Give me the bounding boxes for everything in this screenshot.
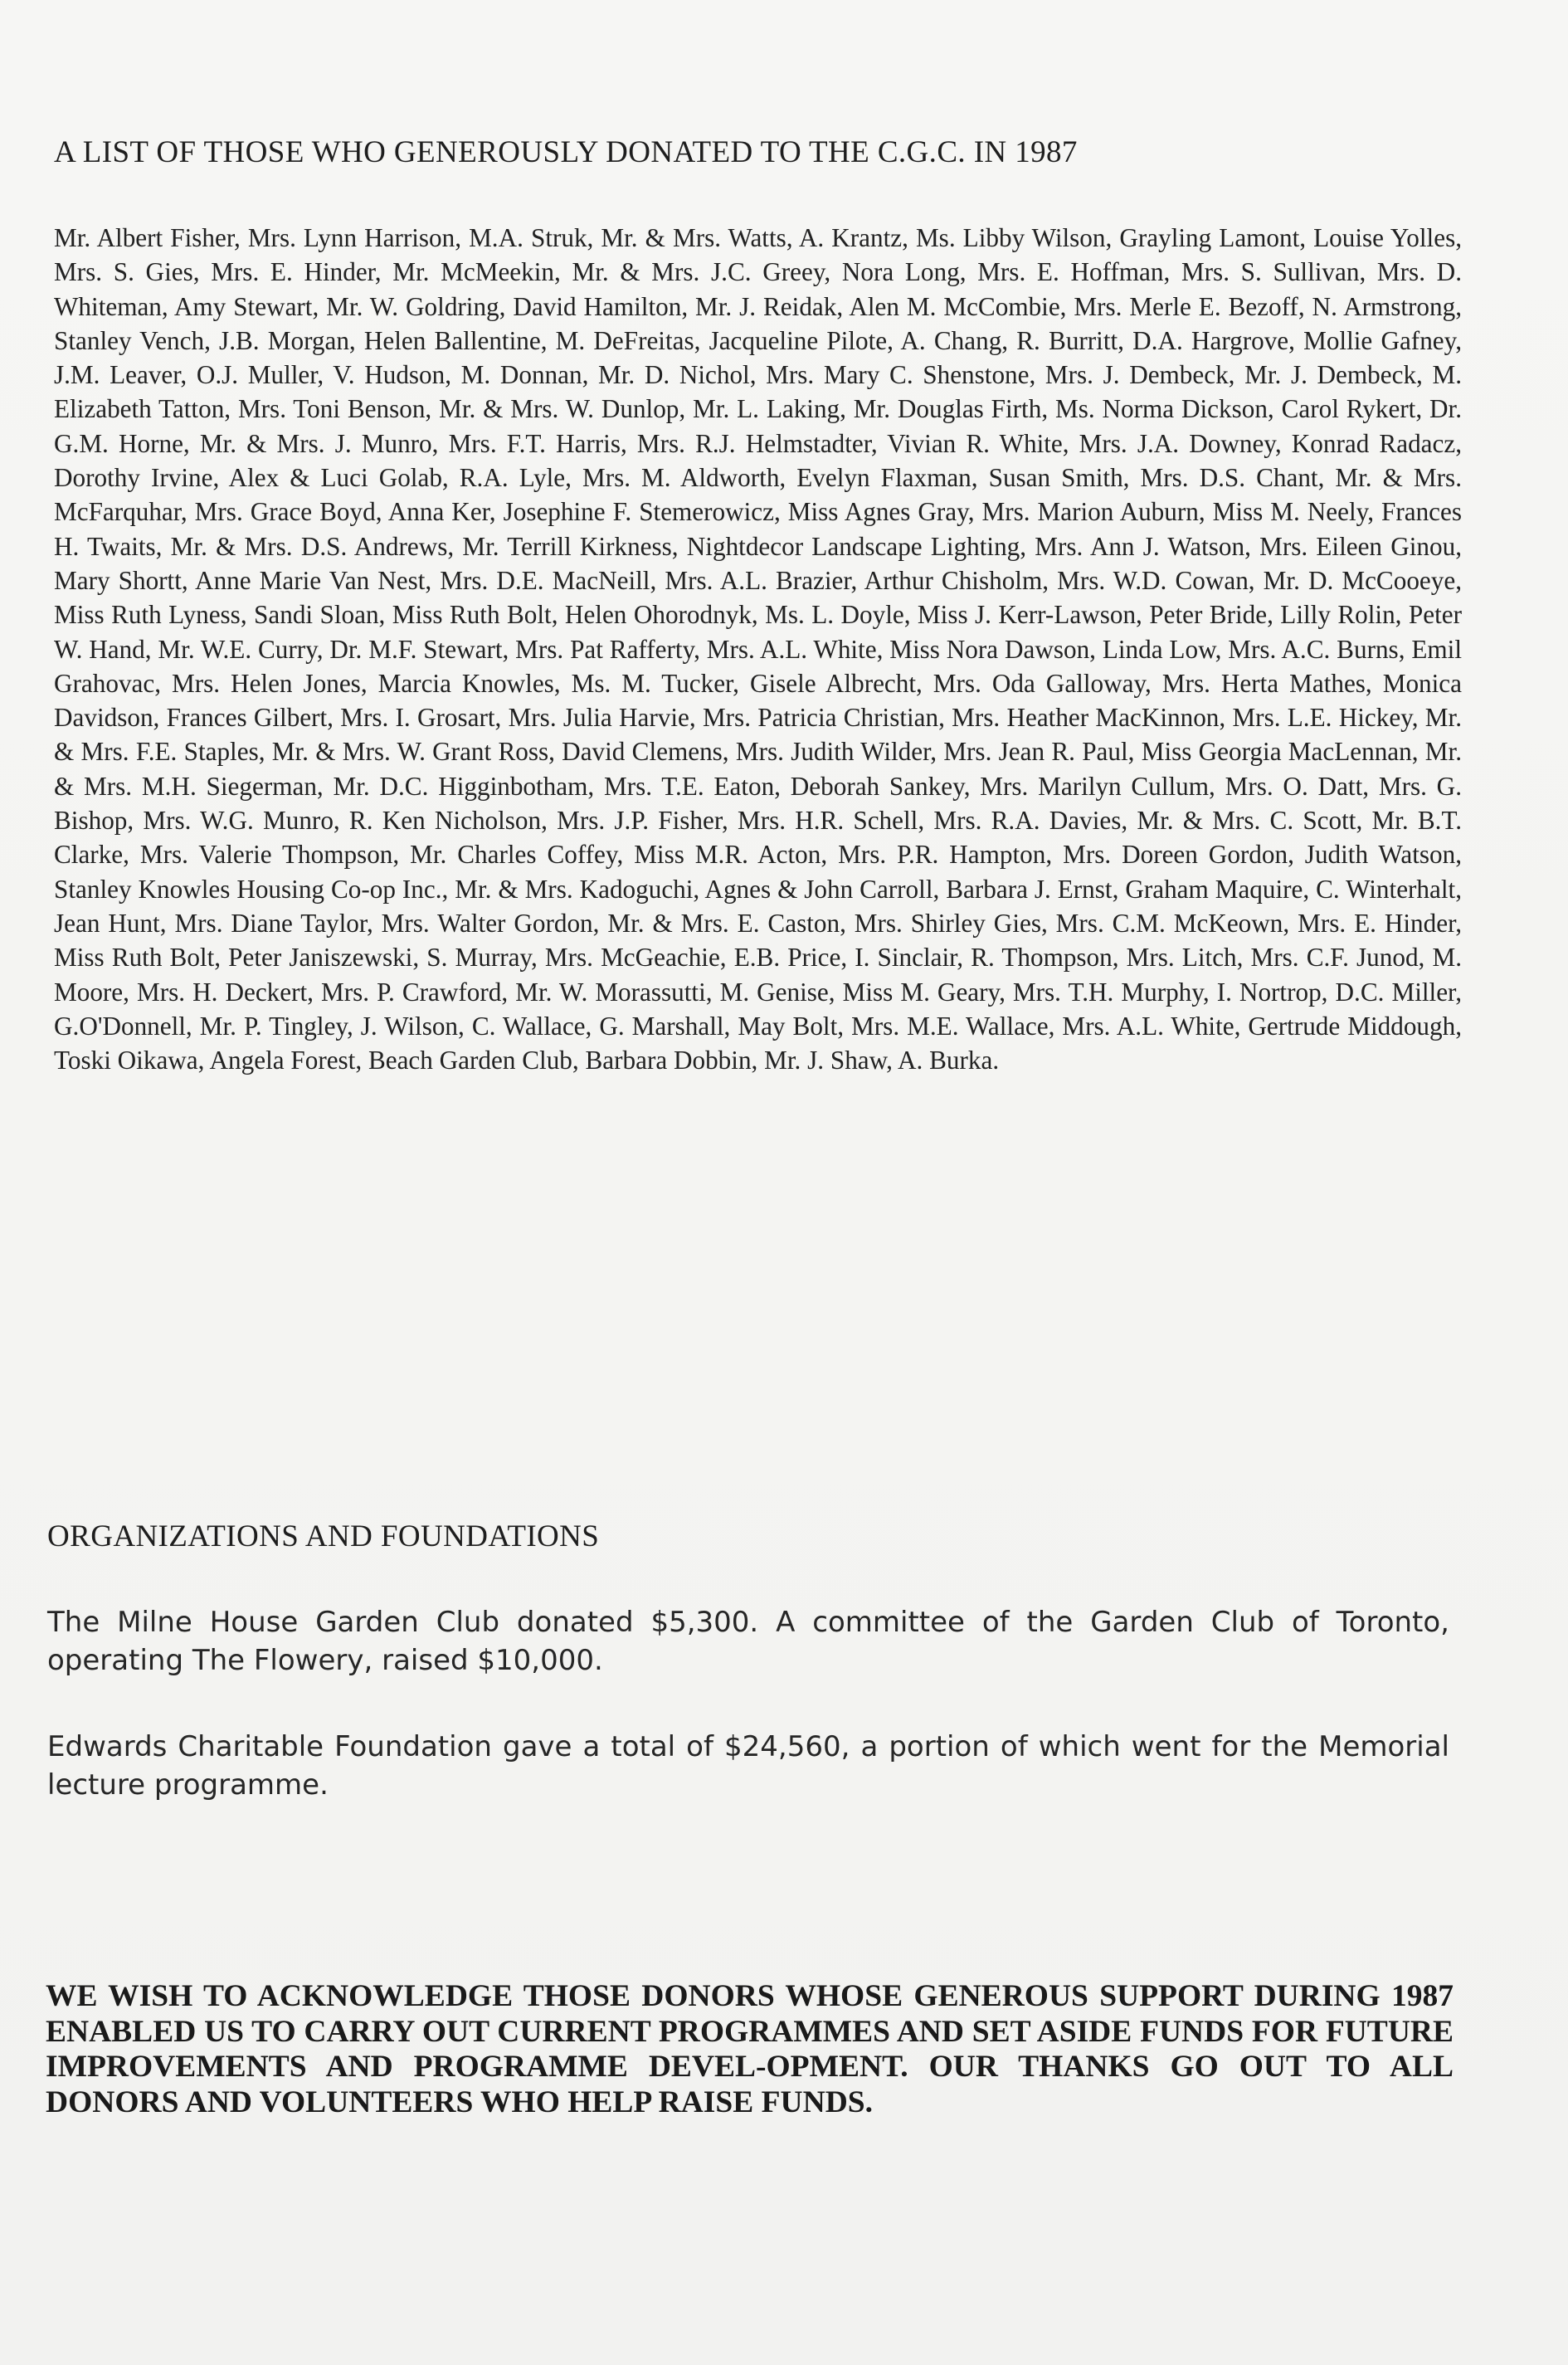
acknowledgement-statement: WE WISH TO ACKNOWLEDGE THOSE DONORS WHOSE GENEROUS SUPPORT DURING 1987 ENABLED US TO CARRY OUT CURRENT PROGRAMMES AND SET ASIDE FUNDS FOR FUTURE IMPROVEMENTS AND PROGRAMME DEVEL-OPMENT. OUR THANKS GO OUT TO ALL DONORS AND VOLUNTEERS WHO HELP RAISE FUNDS. [46, 1979, 1454, 2119]
donor-list-heading: A LIST OF THOSE WHO GENEROUSLY DONATED TO THE C.G.C. IN 1987 [54, 135, 1078, 169]
organizations-heading: ORGANIZATIONS AND FOUNDATIONS [47, 1519, 600, 1553]
organization-paragraph: The Milne House Garden Club donated $5,300. A committee of the Garden Club of Toronto, operating The Flowery, raised $10,000. [47, 1606, 1449, 1677]
organization-paragraph: Edwards Charitable Foundation gave a total of $24,560, a portion of which went for the Memorial lecture programme. [47, 1730, 1449, 1802]
donor-list: Mr. Albert Fisher, Mrs. Lynn Harrison, M.A. Struk, Mr. & Mrs. Watts, A. Krantz, Ms. Libby Wilson, Grayling Lamont, Louise Yolles, Mrs. S. Gies, Mrs. E. Hinder, Mr. McMeekin, Mr. & Mrs. J.C. Greey, Nora Long, Mrs. E. Hoffman, Mrs. S. Sullivan, Mrs. D. Whiteman, Amy Stewart, Mr. W. Goldring, David Hamilton, Mr. J. Reidak, Alen M. McCombie, Mrs. Merle E. Bezoff, N. Armstrong, Stanley Vench, J.B. Morgan, Helen Ballentine, M. DeFreitas, Jacqueline Pilote, A. Chang, R. Burritt, D.A. Hargrove, Mollie Gafney, J.M. Leaver, O.J. Muller, V. Hudson, M. Donnan, Mr. D. Nichol, Mrs. Mary C. Shenstone, Mrs. J. Dembeck, Mr. J. Dembeck, M. Elizabeth Tatton, Mrs. Toni Benson, Mr. & Mrs. W. Dunlop, Mr. L. Laking, Mr. Douglas Firth, Ms. Norma Dickson, Carol Rykert, Dr. G.M. Horne, Mr. & Mrs. J. Munro, Mrs. F.T. Harris, Mrs. R.J. Helmstadter, Vivian R. White, Mrs. J.A. Downey, Konrad Radacz, Dorothy Irvine, Alex & Luci Golab, R.A. Lyle, Mrs. M. Aldworth, Evelyn Flaxman, Susan Smith, Mrs. D.S. Chant, Mr. & Mrs. McFarquhar, Mrs. Grace Boyd, Anna Ker, Josephine F. Stemerowicz, Miss Agnes Gray, Mrs. Marion Auburn, Miss M. Neely, Frances H. Twaits, Mr. & Mrs. D.S. Andrews, Mr. Terrill Kirkness, Nightdecor Landscape Lighting, Mrs. Ann J. Watson, Mrs. Eileen Ginou, Mary Shortt, Anne Marie Van Nest, Mrs. D.E. MacNeill, Mrs. A.L. Brazier, Arthur Chisholm, Mrs. W.D. Cowan, Mr. D. McCooeye, Miss Ruth Lyness, Sandi Sloan, Miss Ruth Bolt, Helen Ohorodnyk, Ms. L. Doyle, Miss J. Kerr-Lawson, Peter Bride, Lilly Rolin, Peter W. Hand, Mr. W.E. Curry, Dr. M.F. Stewart, Mrs. Pat Rafferty, Mrs. A.L. White, Miss Nora Dawson, Linda Low, Mrs. A.C. Burns, Emil Grahovac, Mrs. Helen Jones, Marcia Knowles, Ms. M. Tucker, Gisele Albrecht, Mrs. Oda Galloway, Mrs. Herta Mathes, Monica Davidson, Frances Gilbert, Mrs. I. Grosart, Mrs. Julia Harvie, Mrs. Patricia Christian, Mrs. Heather MacKinnon, Mrs. L.E. Hickey, Mr. & Mrs. F.E. Staples, Mr. & Mrs. W. Grant Ross, David Clemens, Mrs. Judith Wilder, Mrs. Jean R. Paul, Miss Georgia MacLennan, Mr. & Mrs. M.H. Siegerman, Mr. D.C. Higginbotham, Mrs. T.E. Eaton, Deborah Sankey, Mrs. Marilyn Cullum, Mrs. O. Datt, Mrs. G. Bishop, Mrs. W.G. Munro, R. Ken Nicholson, Mrs. J.P. Fisher, Mrs. H.R. Schell, Mrs. R.A. Davies, Mr. & Mrs. C. Scott, Mr. B.T. Clarke, Mrs. Valerie Thompson, Mr. Charles Coffey, Miss M.R. Acton, Mrs. P.R. Hampton, Mrs. Doreen Gordon, Judith Watson, Stanley Knowles Housing Co-op Inc., Mr. & Mrs. Kadoguchi, Agnes & John Carroll, Barbara J. Ernst, Graham Maquire, C. Winterhalt, Jean Hunt, Mrs. Diane Taylor, Mrs. Walter Gordon, Mr. & Mrs. E. Caston, Mrs. Shirley Gies, Mrs. C.M. McKeown, Mrs. E. Hinder, Miss Ruth Bolt, Peter Janiszewski, S. Murray, Mrs. McGeachie, E.B. Price, I. Sinclair, R. Thompson, Mrs. Litch, Mrs. C.F. Junod, M. Moore, Mrs. H. Deckert, Mrs. P. Crawford, Mr. W. Morassutti, M. Genise, Miss M. Geary, Mrs. T.H. Murphy, I. Nortrop, D.C. Miller, G.O'Donnell, Mr. P. Tingley, J. Wilson, C. Wallace, G. Marshall, May Bolt, Mrs. M.E. Wallace, Mrs. A.L. White, Gertrude Middough, Toski Oikawa, Angela Forest, Beach Garden Club, Barbara Dobbin, Mr. J. Shaw, A. Burka. [54, 223, 1462, 1075]
